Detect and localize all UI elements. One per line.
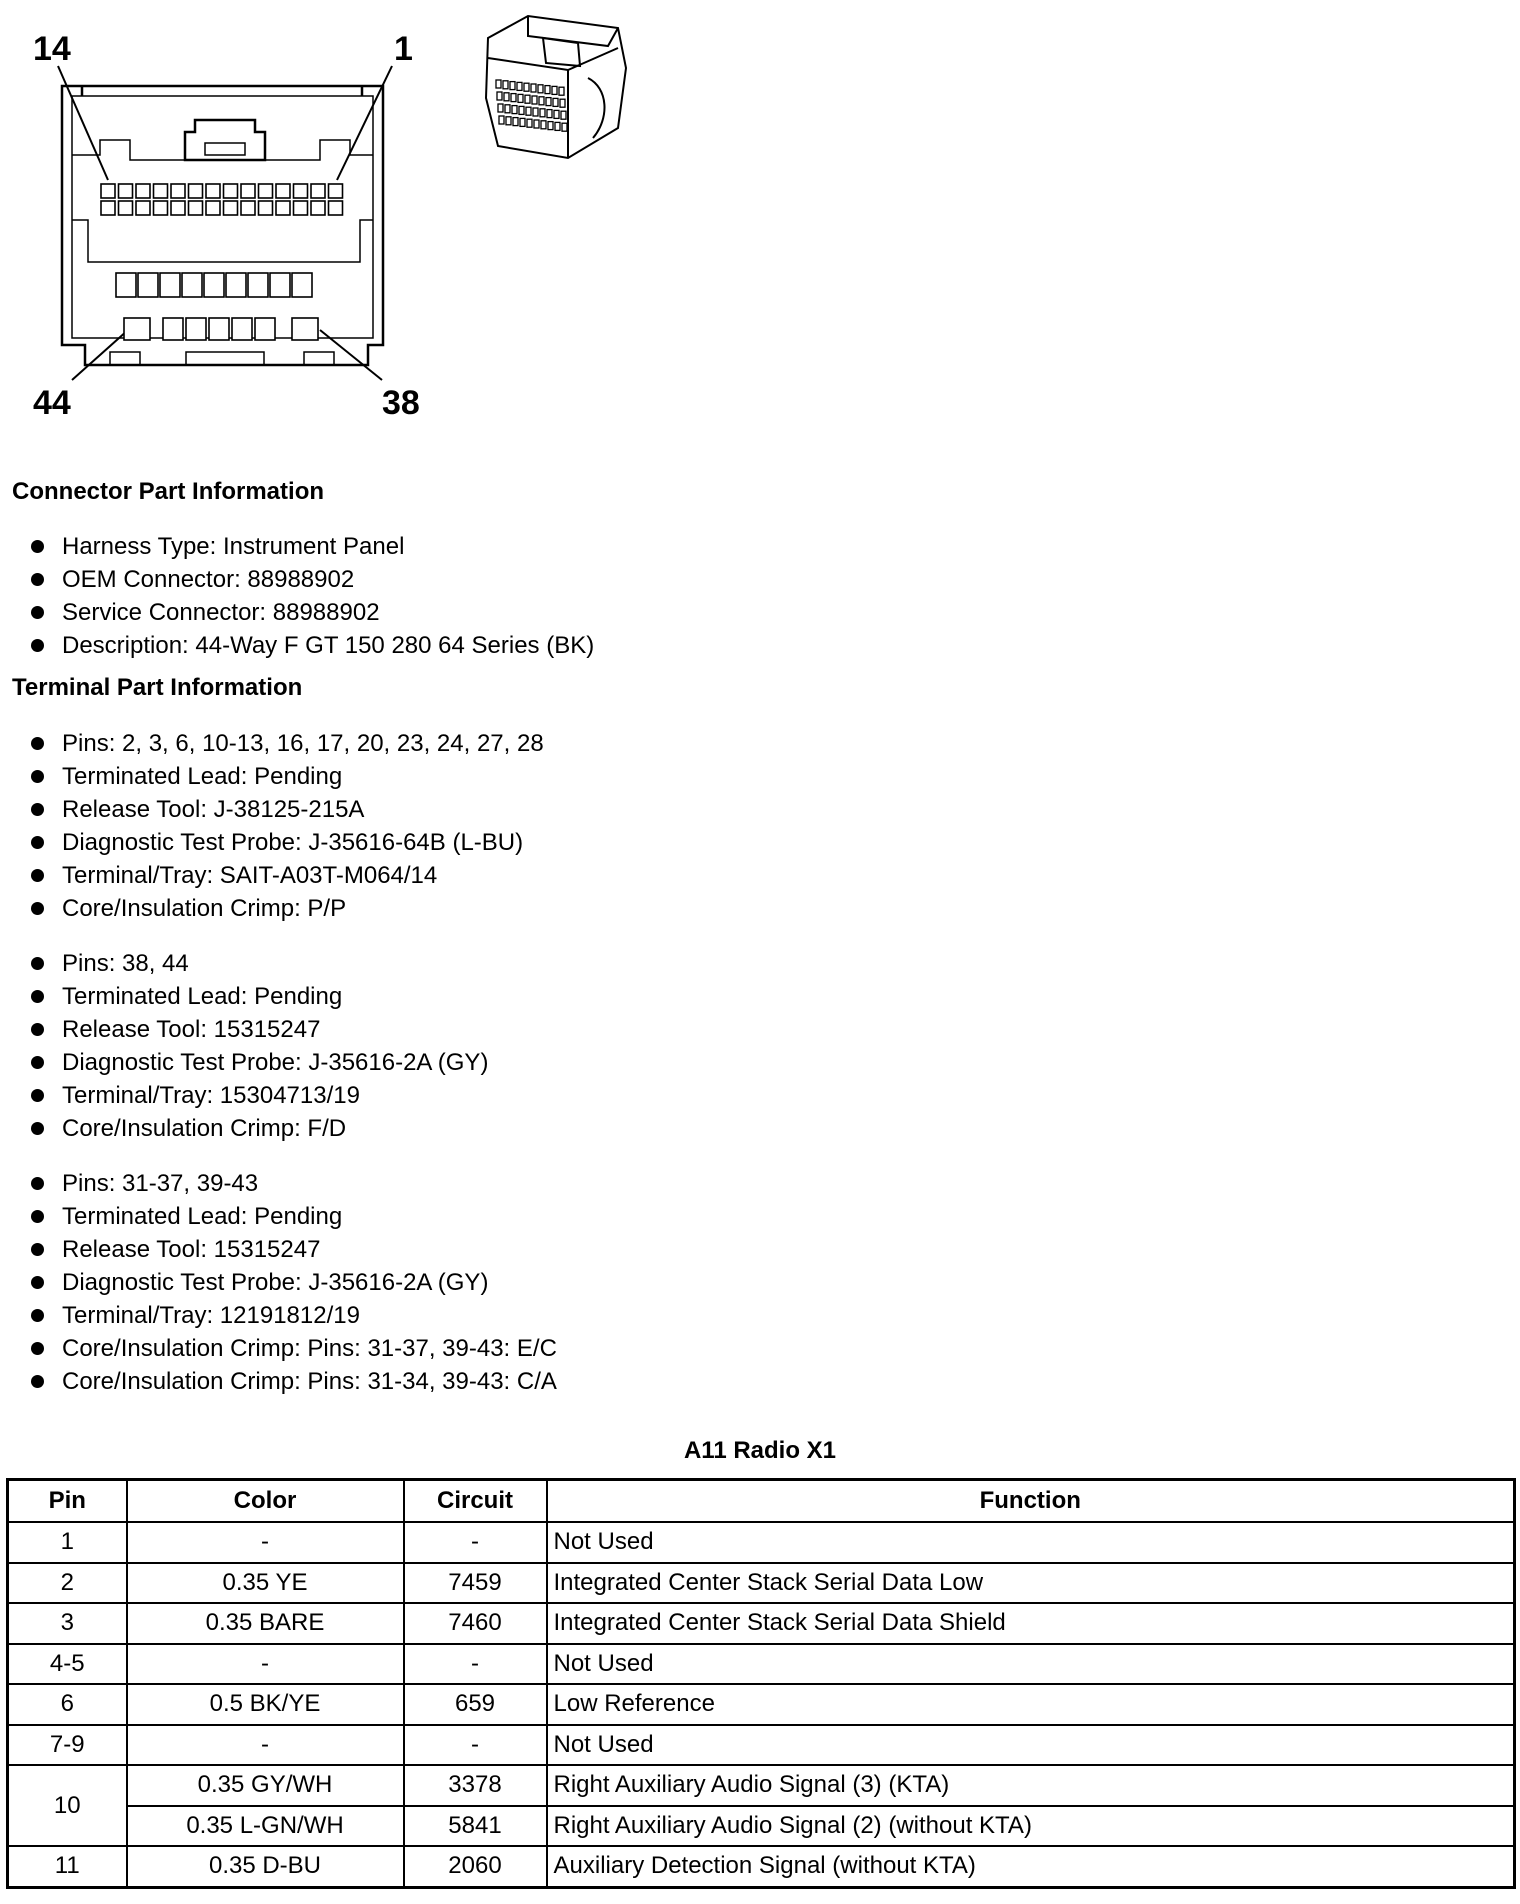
iso-cavity (559, 87, 564, 95)
list-item: Terminated Lead: Pending (28, 760, 544, 793)
cell-color: - (127, 1644, 404, 1685)
connector-part-info-list (28, 530, 594, 662)
table-row (8, 1806, 1515, 1847)
list-item: Release Tool: J-38125-215A (28, 793, 544, 826)
cell-function: Not Used (547, 1725, 1515, 1766)
iso-cavity (503, 81, 508, 89)
terminal-group-2 (28, 947, 488, 1145)
list-item: Pins: 31-37, 39-43 (28, 1167, 557, 1200)
list-item: Pins: 2, 3, 6, 10-13, 16, 17, 20, 23, 24, 27, 28 (28, 727, 544, 760)
cell-pin: 10 (8, 1765, 127, 1846)
connector-cavity (241, 201, 255, 215)
list-item: Pins: 38, 44 (28, 947, 488, 980)
list-item: Diagnostic Test Probe: J-35616-64B (L-BU) (28, 826, 544, 859)
header-function: Function (547, 1480, 1515, 1523)
iso-cavity (532, 96, 537, 104)
list-item: Release Tool: 15315247 (28, 1013, 488, 1046)
connector-cavity (136, 184, 150, 198)
cell-color: - (127, 1725, 404, 1766)
cell-circuit: 7459 (404, 1563, 547, 1604)
iso-cavity (554, 110, 559, 118)
cell-function: Integrated Center Stack Serial Data Shield (547, 1603, 1515, 1644)
table-row (8, 1725, 1515, 1766)
cell-color: - (127, 1522, 404, 1563)
list-item: Core/Insulation Crimp: F/D (28, 1112, 488, 1145)
connector-cavity (119, 184, 133, 198)
connector-cavity (276, 201, 290, 215)
cell-circuit: 5841 (404, 1806, 547, 1847)
connector-cavity (189, 184, 203, 198)
connector-cavity (224, 201, 238, 215)
iso-cavity (526, 107, 531, 115)
cell-pin: 11 (8, 1846, 127, 1887)
cell-function: Auxiliary Detection Signal (without KTA) (547, 1846, 1515, 1887)
iso-cavity (561, 111, 566, 119)
list-item: Service Connector: 88988902 (28, 596, 594, 629)
iso-cavity (553, 98, 558, 106)
table-row (8, 1563, 1515, 1604)
cell-circuit: - (404, 1522, 547, 1563)
connector-cavity (171, 184, 185, 198)
connector-cavity (136, 201, 150, 215)
pin-table (6, 1478, 1516, 1889)
connector-cavity (255, 318, 275, 340)
table-row (8, 1603, 1515, 1644)
iso-cavity (510, 82, 515, 90)
iso-cavity (540, 109, 545, 117)
connector-cavity (209, 318, 229, 340)
iso-cavity (512, 106, 517, 114)
cell-color: 0.35 BARE (127, 1603, 404, 1644)
connector-cavity (226, 273, 246, 297)
connector-cavity (259, 184, 273, 198)
cell-circuit: 3378 (404, 1765, 547, 1806)
iso-cavity (555, 122, 560, 130)
pin-label-44: 44 (33, 384, 71, 422)
iso-cavity (547, 110, 552, 118)
cell-function: Not Used (547, 1522, 1515, 1563)
iso-cavity (497, 92, 502, 100)
list-item: Terminal/Tray: 12191812/19 (28, 1299, 557, 1332)
cell-function: Low Reference (547, 1684, 1515, 1725)
connector-cavity (101, 201, 115, 215)
cell-function: Integrated Center Stack Serial Data Low (547, 1563, 1515, 1604)
list-item: OEM Connector: 88988902 (28, 563, 594, 596)
cell-circuit: 7460 (404, 1603, 547, 1644)
cell-color: 0.35 L-GN/WH (127, 1806, 404, 1847)
header-color: Color (127, 1480, 404, 1523)
list-item: Diagnostic Test Probe: J-35616-2A (GY) (28, 1266, 557, 1299)
cell-color: 0.35 D-BU (127, 1846, 404, 1887)
cell-pin: 2 (8, 1563, 127, 1604)
pin-label-1: 1 (394, 30, 413, 68)
iso-cavity (524, 83, 529, 91)
connector-cavity (311, 201, 325, 215)
table-row (8, 1846, 1515, 1887)
iso-cavity (546, 98, 551, 106)
list-item: Core/Insulation Crimp: P/P (28, 892, 544, 925)
cell-function: Right Auxiliary Audio Signal (2) (without KTA) (547, 1806, 1515, 1847)
connector-cavity (232, 318, 252, 340)
table-row (8, 1765, 1515, 1806)
connector-cavity (276, 184, 290, 198)
table-row (8, 1684, 1515, 1725)
connector-cavity (311, 184, 325, 198)
iso-cavity (525, 95, 530, 103)
table-row (8, 1644, 1515, 1685)
list-item: Core/Insulation Crimp: Pins: 31-34, 39-43: C/A (28, 1365, 557, 1398)
cell-circuit: - (404, 1725, 547, 1766)
list-item: Terminated Lead: Pending (28, 1200, 557, 1233)
iso-cavity (511, 94, 516, 102)
iso-cavity (552, 86, 557, 94)
cell-color: 0.35 GY/WH (127, 1765, 404, 1806)
connector-cavity (119, 201, 133, 215)
connector-cavity (154, 201, 168, 215)
iso-cavity (517, 82, 522, 90)
connector-cavity (294, 184, 308, 198)
connector-cavity (292, 273, 312, 297)
iso-cavity (513, 118, 518, 126)
iso-cavity (545, 86, 550, 94)
connector-isometric-drawing (468, 8, 648, 173)
iso-cavity (560, 99, 565, 107)
connector-cavity (163, 318, 183, 340)
table-header-row (8, 1480, 1515, 1523)
connector-cavity (248, 273, 268, 297)
cell-color: 0.35 YE (127, 1563, 404, 1604)
iso-cavity (504, 93, 509, 101)
iso-cavity (531, 84, 536, 92)
terminal-group-1 (28, 727, 544, 925)
iso-cavity (520, 118, 525, 126)
pin-label-38: 38 (382, 384, 420, 422)
list-item: Terminal/Tray: 15304713/19 (28, 1079, 488, 1112)
connector-cavity (154, 184, 168, 198)
iso-cavity (519, 106, 524, 114)
terminal-group-3 (28, 1167, 557, 1398)
table-row (8, 1522, 1515, 1563)
list-item: Harness Type: Instrument Panel (28, 530, 594, 563)
pin-label-14: 14 (33, 30, 71, 68)
connector-cavity (329, 184, 343, 198)
cell-function: Not Used (547, 1644, 1515, 1685)
connector-cavity (138, 273, 158, 297)
iso-cavity (499, 116, 504, 124)
cell-circuit: - (404, 1644, 547, 1685)
terminal-part-info-title: Terminal Part Information (12, 674, 303, 701)
iso-cavity (506, 117, 511, 125)
connector-cavity (101, 184, 115, 198)
connector-cavity (189, 201, 203, 215)
cell-color: 0.5 BK/YE (127, 1684, 404, 1725)
connector-cavity (116, 273, 136, 297)
connector-cavity (292, 318, 318, 340)
cell-circuit: 2060 (404, 1846, 547, 1887)
connector-cavity (241, 184, 255, 198)
connector-cavity (124, 318, 150, 340)
connector-cavity (171, 201, 185, 215)
connector-cavity (204, 273, 224, 297)
connector-part-info-title: Connector Part Information (12, 478, 325, 505)
cell-pin: 6 (8, 1684, 127, 1725)
connector-cavity (270, 273, 290, 297)
connector-cavity (186, 318, 206, 340)
connector-cavity (224, 184, 238, 198)
cell-circuit: 659 (404, 1684, 547, 1725)
list-item: Terminal/Tray: SAIT-A03T-M064/14 (28, 859, 544, 892)
list-item: Release Tool: 15315247 (28, 1233, 557, 1266)
list-item: Terminated Lead: Pending (28, 980, 488, 1013)
connector-cavity (329, 201, 343, 215)
table-title: A11 Radio X1 (683, 1437, 837, 1464)
iso-cavity (498, 104, 503, 112)
cell-function: Right Auxiliary Audio Signal (3) (KTA) (547, 1765, 1515, 1806)
header-circuit: Circuit (404, 1480, 547, 1523)
connector-face-drawing (0, 0, 460, 390)
cell-pin: 4-5 (8, 1644, 127, 1685)
connector-cavity (160, 273, 180, 297)
connector-cavity (206, 184, 220, 198)
cell-pin: 1 (8, 1522, 127, 1563)
iso-cavity (505, 105, 510, 113)
list-item: Diagnostic Test Probe: J-35616-2A (GY) (28, 1046, 488, 1079)
list-item: Description: 44-Way F GT 150 280 64 Series (BK) (28, 629, 594, 662)
connector-cavity (206, 201, 220, 215)
connector-cavity (294, 201, 308, 215)
iso-cavity (496, 80, 501, 88)
connector-cavity (259, 201, 273, 215)
iso-cavity (539, 97, 544, 105)
iso-cavity (518, 94, 523, 102)
iso-cavity (534, 120, 539, 128)
cell-pin: 7-9 (8, 1725, 127, 1766)
iso-cavity (527, 119, 532, 127)
header-pin: Pin (8, 1480, 127, 1523)
list-item: Core/Insulation Crimp: Pins: 31-37, 39-43: E/C (28, 1332, 557, 1365)
iso-cavity (538, 85, 543, 93)
cell-pin: 3 (8, 1603, 127, 1644)
iso-cavity (541, 121, 546, 129)
iso-cavity (562, 123, 567, 131)
iso-cavity (548, 122, 553, 130)
connector-cavity (182, 273, 202, 297)
iso-cavity (533, 108, 538, 116)
